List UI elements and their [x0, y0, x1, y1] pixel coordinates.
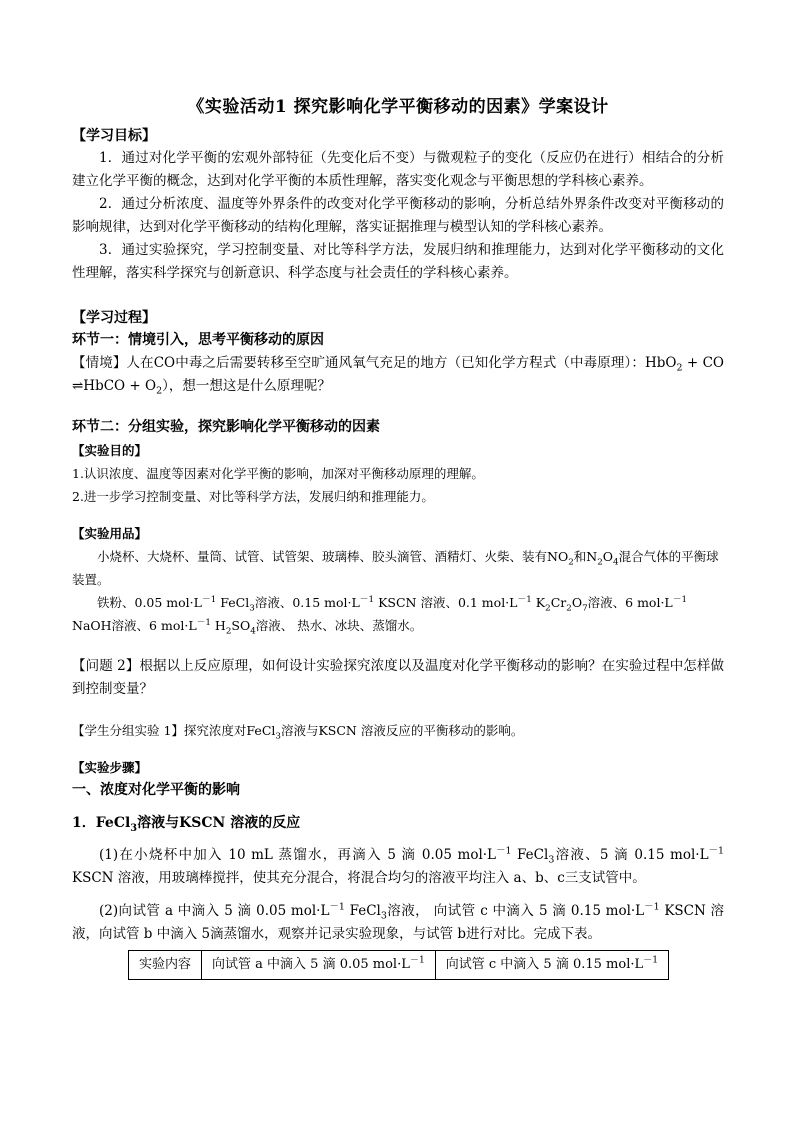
materials-2: 铁粉、0.05 $mol\cdot L^{-1}$ FeCl$_3$溶液、0.15 $mol\cdot L^{-1}$ KSCN 溶液、0.1 $mol\cdot L^{-1}$ $K_2Cr_2O_7$溶液、6 $mol\cdot L^{-1}$ NaOH溶液、6 $mol\cdot L^{-1}$ $H_2SO_4$溶液、 热水、冰块、蒸馏水。	[72, 594, 688, 637]
purpose-2: 2.进一步学习控制变量、对比等科学方法，发展归纳和推理能力。	[72, 489, 434, 504]
table-cell-content: 实验内容	[129, 951, 202, 980]
process-heading: 【学习过程】	[72, 310, 156, 326]
materials-heading: 【实验用品】	[72, 526, 148, 541]
purpose-1: 1.认识浓度、温度等因素对化学平衡的影响，加深对平衡移动原理的理解。	[72, 466, 484, 481]
table-cell-tube-a: 向试管 a 中滴入 5 滴 0.05 $mol\cdot L^{-1}$	[202, 951, 436, 980]
steps-heading: 【实验步骤】	[72, 760, 148, 775]
step-1: (1)在小烧杯中加入 10 mL 蒸馏水，再滴入 5 滴 0.05 $mol\cdot L^{-1}$ FeCl$_3$溶液、5 滴 0.15 $mol\cdot L^{-1}$ KSCN 溶液，用玻璃棒搅拌，使其充分混合，将混合均匀的溶液平均注入 a、b、c三支试管中。	[72, 845, 725, 886]
step1-title: 环节一：情境引入，思考平衡移动的原因	[72, 332, 324, 348]
table-cell-tube-c: 向试管 c 中滴入 5 滴 0.15 $mol\cdot L^{-1}$	[435, 951, 668, 980]
objectives-heading: 【学习目标】	[72, 128, 156, 144]
step-2: (2)向试管 a 中滴入 5 滴 0.05 $mol\cdot L^{-1}$ FeCl$_3$溶液， 向试管 c 中滴入 5 滴 0.15 $mol\cdot L^{-1}$ KSCN 溶液，向试管 b 中滴入 5滴蒸馏水，观察并记录实验现象，与试管 b进行对比。完成下表。	[72, 901, 725, 942]
question-2: 【问题 2】根据以上反应原理，如何设计实验探究浓度以及温度对化学平衡移动的影响？在实验过程中怎样做到控制变量？	[72, 658, 724, 697]
page-title: 《实验活动1 探究影响化学平衡移动的因素》学案设计	[187, 97, 609, 117]
situation-text: 【情境】人在CO中毒之后需要转移至空旷通风氧气充足的地方（已知化学方程式（中毒原理）：HbO$_2$ + CO ⇌HbCO + $O_2$），想一想这是什么原理呢？	[72, 355, 724, 397]
subsection-1-title: 1．FeCl$_3$溶液与KSCN 溶液的反应	[72, 815, 301, 834]
group-experiment-1: 【学生分组实验 1】探究浓度对FeCl$_3$溶液与KSCN 溶液反应的平衡移动的影响。	[72, 723, 524, 742]
section-1-title: 一、浓度对化学平衡的影响	[72, 782, 240, 798]
results-table	[128, 950, 669, 980]
document-page	[72, 92, 724, 980]
table-row	[129, 951, 669, 980]
purpose-heading: 【实验目的】	[72, 443, 148, 458]
objective-3: 3．通过实验探究，学习控制变量、对比等科学方法，发展归纳和推理能力，达到对化学平衡移动的文化性理解，落实科学探究与创新意识、科学态度与社会责任的学科核心素养。	[72, 242, 724, 281]
step2-title: 环节二：分组实验，探究影响化学平衡移动的因素	[72, 419, 380, 435]
objective-1: 1．通过对化学平衡的宏观外部特征（先变化后不变）与微观粒子的变化（反应仍在进行）相结合的分析建立化学平衡的概念，达到对化学平衡的本质性理解，落实变化观念与平衡思想的学科核心素养。	[72, 150, 724, 189]
materials-1: 小烧杯、大烧杯、量筒、试管、试管架、玻璃棒、胶头滴管、酒精灯、火柴、装有$NO_2$和$N_2O_4$混合气体的平衡球装置。	[72, 549, 719, 587]
objective-2: 2．通过分析浓度、温度等外界条件的改变对化学平衡移动的影响，分析总结外界条件改变对平衡移动的影响规律，达到对化学平衡移动的结构化理解，落实证据推理与模型认知的学科核心素养。	[72, 196, 724, 235]
